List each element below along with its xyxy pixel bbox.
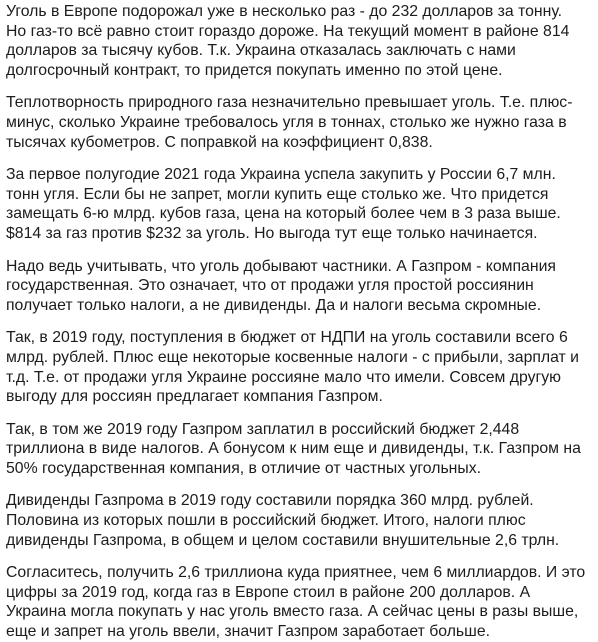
text-line: Дивиденды Газпрома в 2019 году составили порядка 360 млрд. рублей. — [6, 492, 534, 510]
paragraph — [6, 491, 592, 550]
paragraph — [6, 257, 592, 316]
text-line: Так, в 2019 году, поступления в бюджет от НДПИ на уголь составили всего 6 — [6, 329, 568, 347]
text-line: $814 за газ против $232 за уголь. Но выгода тут еще только начинается. — [6, 224, 538, 242]
text-line: долларов за тысячу кубов. Т.к. Украина отказалась заключать с нами — [6, 42, 516, 60]
paragraph — [6, 165, 592, 243]
text-line: Украина могла покупать у нас уголь вместо газа. А сейчас цены в разы выше, — [6, 603, 579, 621]
paragraph — [6, 328, 592, 406]
paragraph — [6, 420, 592, 479]
text-line: млрд. рублей. Плюс еще некоторые косвенные налоги - с прибыли, зарплат и — [6, 348, 580, 366]
text-line: триллиона в виде налогов. А бонусом к ним еще и дивиденды, т.к. Газпром на — [6, 440, 581, 458]
text-line: получает только налоги, а не дивиденды. Да и налоги весьма скромные. — [6, 296, 542, 314]
text-line: т.д. Т.е. от продажи угля Украине россияне мало что имели. Совсем другую — [6, 368, 562, 386]
text-line: выгоду для россиян предлагает компания Газпром. — [6, 388, 383, 406]
paragraph — [6, 2, 592, 80]
text-line: замещать 6-ю млрд. кубов газа, цена на который более чем в 3 раза выше. — [6, 205, 561, 223]
text-line: Но газ-то всё равно стоит гораздо дороже. На текущий момент в районе 814 — [6, 22, 570, 40]
text-line: цифры за 2019 год, когда газ в Европе стоил в районе 200 долларов. А — [6, 583, 531, 601]
text-line: Согласитесь, получить 2,6 триллиона куда приятнее, чем 6 миллиардов. И это — [6, 564, 586, 582]
text-line: Теплотворность природного газа незначительно превышает уголь. Т.е. плюс- — [6, 94, 573, 112]
text-line: еще и запрет на уголь ввели, значит Газпром заработает больше. — [6, 623, 490, 641]
text-line: За первое полугодие 2021 года Украина успела закупить у России 6,7 млн. — [6, 166, 556, 184]
text-line: Уголь в Европе подорожал уже в несколько раз - до 232 долларов за тонну. — [6, 3, 563, 20]
text-line: Половина из которых пошли в российский бюджет. Итого, налоги плюс — [6, 512, 526, 530]
text-line: Надо ведь учитывать, что уголь добывают частники. А Газпром - компания — [6, 257, 556, 275]
text-line: 50% государственная компания, в отличие от частных угольных. — [6, 459, 482, 477]
paragraph — [6, 93, 592, 152]
text-line: дивиденды Газпрома, в общем и целом составили внушительные 2,6 трлн. — [6, 531, 560, 549]
text-line: тысячах кубометров. С поправкой на коэффициент 0,838. — [6, 133, 433, 151]
text-line: минус, сколько Украине требовалось угля в тоннах, столько же нужно газа в — [6, 113, 567, 131]
text-line: государственная. Это означает, что от продажи угля простой россиянин — [6, 277, 534, 295]
text-line: Так, в том же 2019 году Газпром заплатил в российский бюджет 2,448 — [6, 420, 520, 438]
paragraph — [6, 563, 592, 641]
text-line: долгосрочный контракт, то придется покупать именно по этой цене. — [6, 61, 503, 79]
text-line: тонн угля. Если бы не запрет, могли купить еще столько же. Что придется — [6, 185, 549, 203]
